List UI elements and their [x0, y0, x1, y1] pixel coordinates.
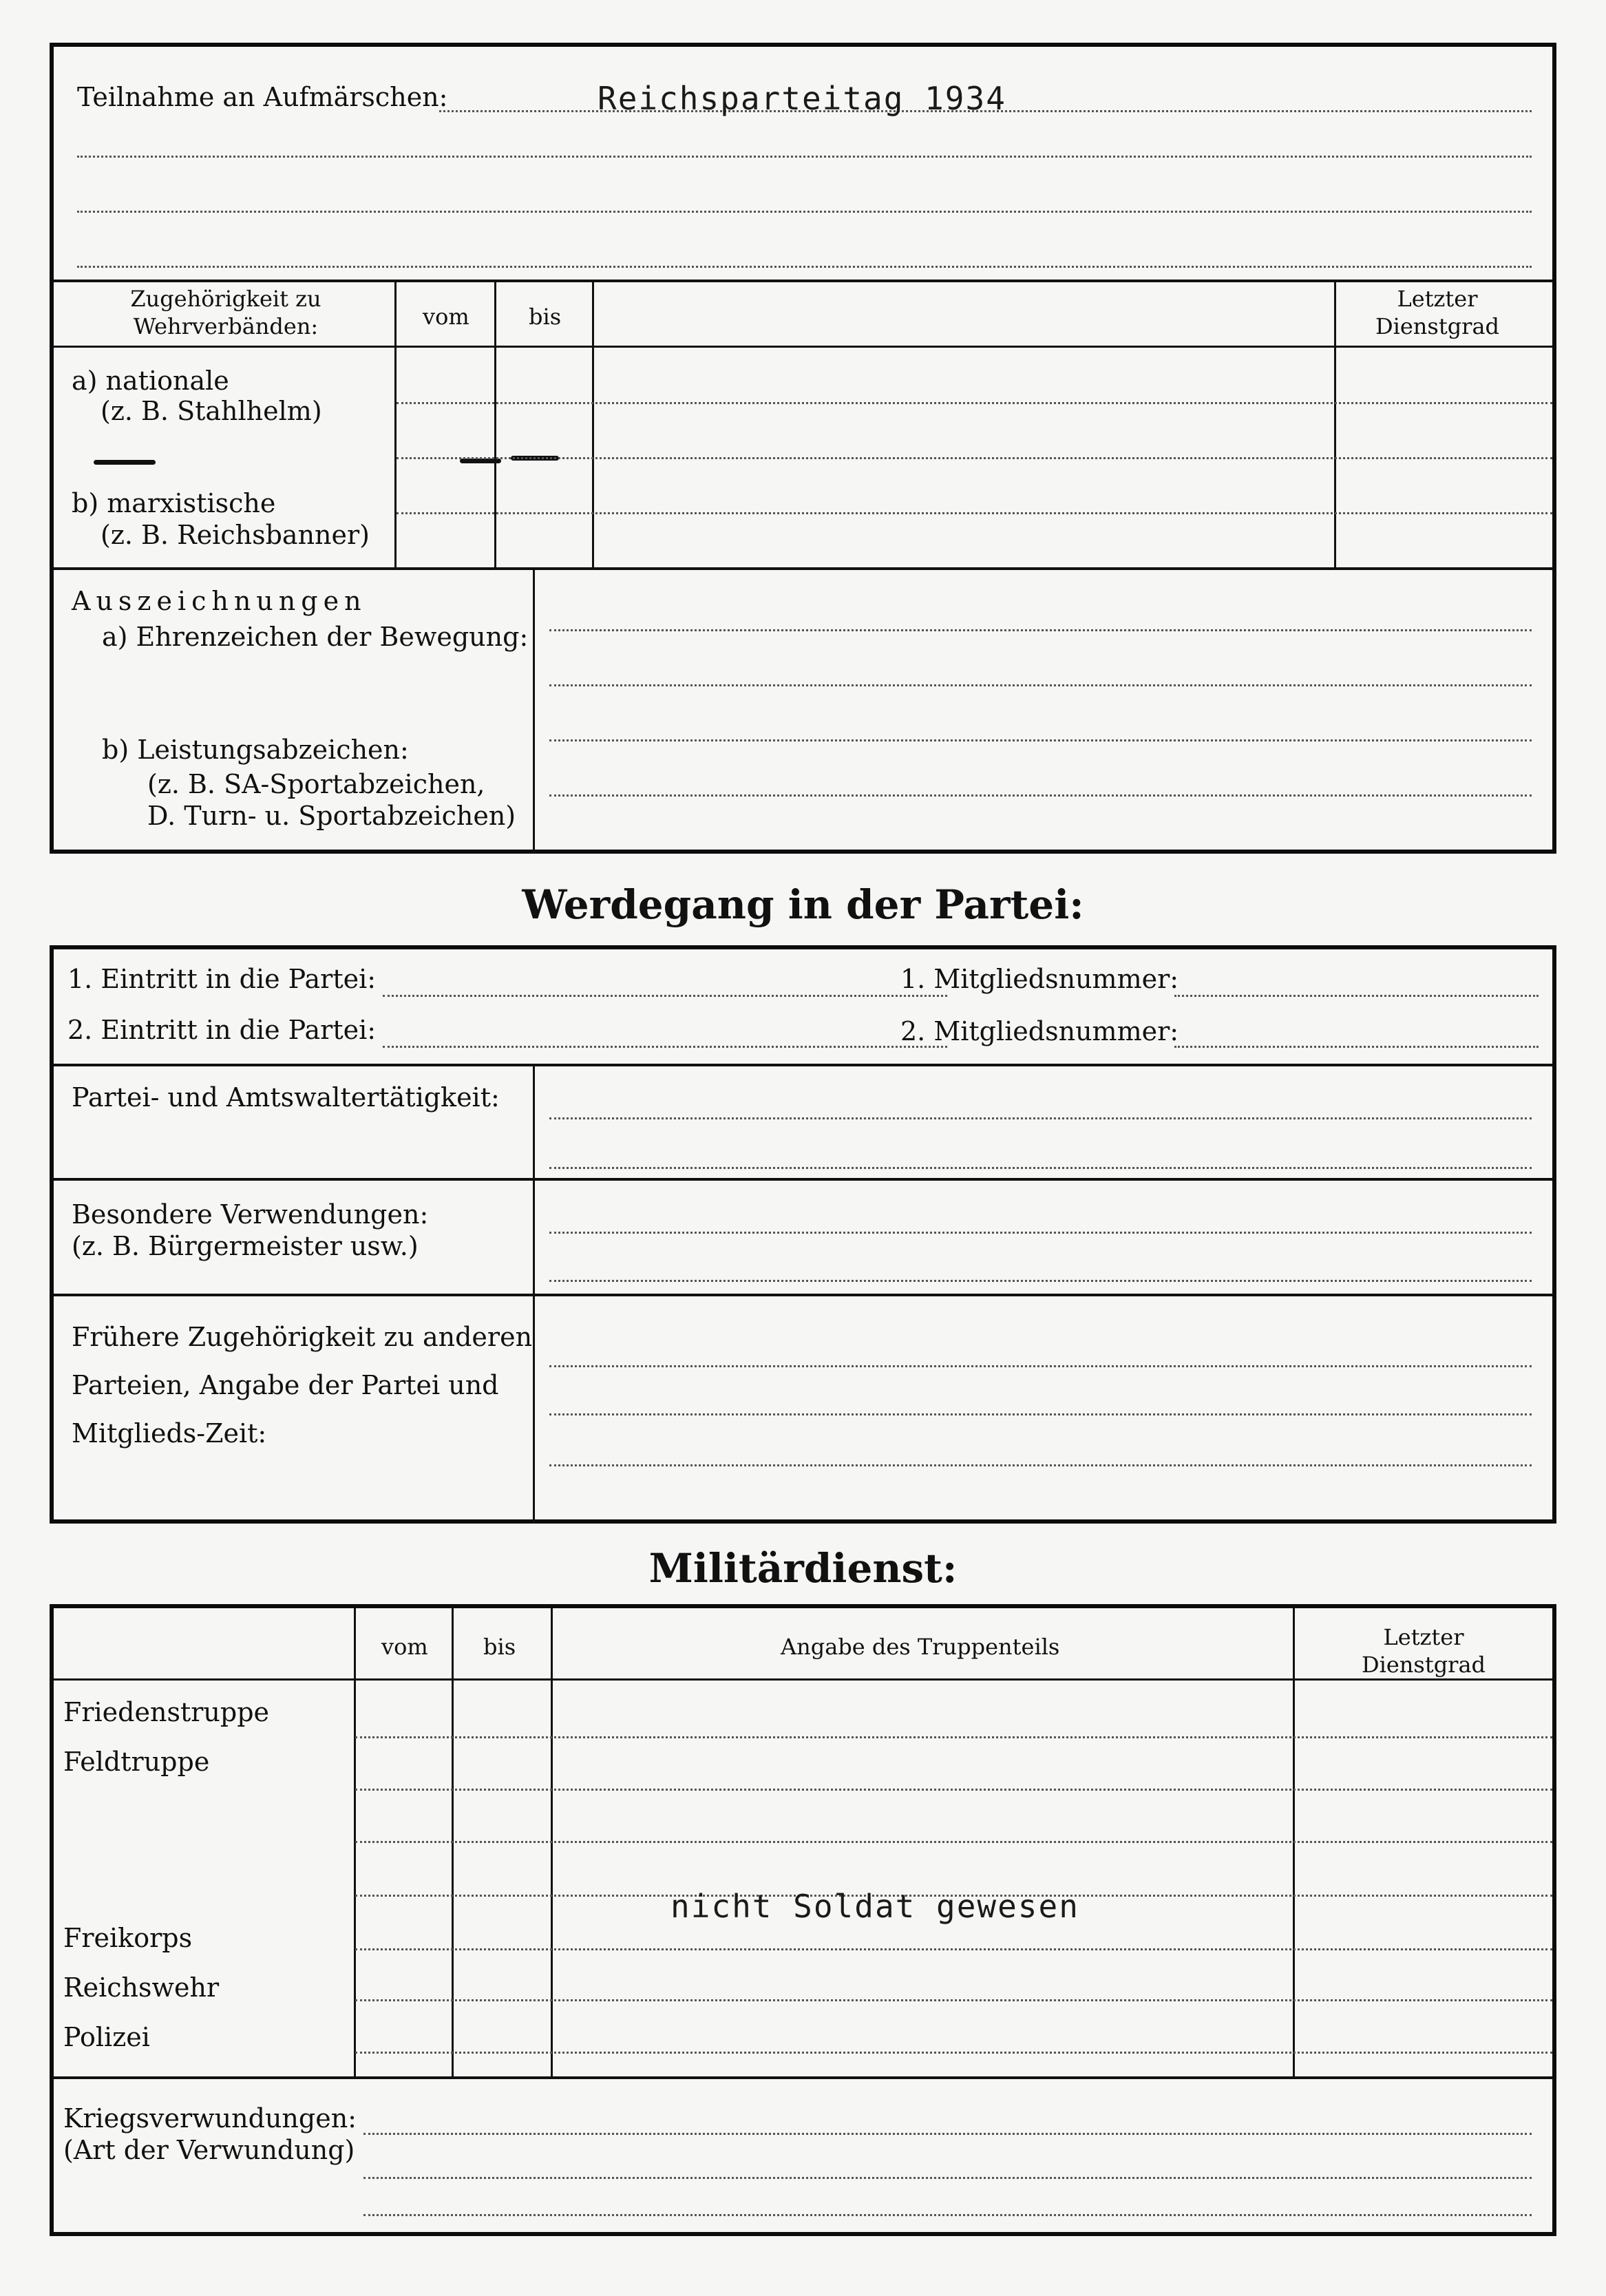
aufmaersche-value: Reichsparteitag 1934 [598, 80, 1006, 117]
eintritt-2-label: 2. Eintritt in die Partei: [67, 1015, 377, 1045]
militaer-row-polizei: Polizei [63, 2022, 150, 2052]
militaer-note: nicht Soldat gewesen [670, 1888, 1079, 1925]
amtswalter-label: Partei- und Amtswaltertätigkeit: [72, 1082, 500, 1113]
wehr-vline-2 [494, 280, 496, 567]
wehr-row-a: a) nationale [72, 366, 229, 396]
wehr-line-1 [397, 402, 1552, 404]
divider-wehr-header [54, 346, 1552, 348]
frueher-dots-2 [549, 1413, 1532, 1415]
auszeichnungen-a: a) Ehrenzeichen der Bewegung: [102, 622, 529, 652]
verwendungen-line-2 [549, 1280, 1532, 1282]
section-aufmaersche-box [50, 43, 1556, 854]
divider-amtswalter-top [54, 1064, 1552, 1066]
wehr-row-a-example: (z. B. Stahlhelm) [101, 396, 322, 426]
militaer-row-reichswehr: Reichswehr [63, 1972, 220, 2003]
mitglied-2-line [1174, 1046, 1539, 1048]
mitglied-1-label: 1. Mitgliedsnummer: [900, 964, 1179, 994]
wehr-row-b-example: (z. B. Reichsbanner) [101, 520, 370, 550]
auszeichnungen-line-2 [549, 684, 1532, 686]
wehr-header-label: Zugehörigkeit zu Wehrverbänden: [130, 286, 321, 339]
militaer-header-divider [54, 1678, 1552, 1681]
auszeichnungen-line-1 [549, 629, 1532, 631]
werdegang-heading: Werdegang in der Partei: [522, 881, 1084, 928]
aufmaersche-line-3 [77, 211, 1532, 213]
aufmaersche-line-4 [77, 266, 1532, 268]
kriegsverwundungen-line-1 [363, 2133, 1532, 2135]
eintritt-2-line [383, 1046, 947, 1048]
auszeichnungen-b-ex1: (z. B. SA-Sportabzeichen, [147, 769, 485, 799]
auszeichnungen-line-4 [549, 794, 1532, 797]
kriegsverwundungen-line-3 [363, 2214, 1532, 2216]
auszeichnungen-b-ex2: D. Turn- u. Sportabzeichen) [147, 801, 516, 831]
auszeichnungen-b: b) Leistungsabzeichen: [102, 735, 409, 765]
militaer-col-bis: bis [483, 1634, 516, 1660]
frueher-dots-1 [549, 1365, 1532, 1367]
divider-frueher-top [54, 1294, 1552, 1296]
aufmaersche-line-2 [77, 156, 1532, 158]
wehr-col-dienstgrad: Letzter Dienstgrad [1375, 286, 1500, 339]
verwendungen-label: Besondere Verwendungen: [72, 1199, 429, 1230]
divider-wehr-top [54, 280, 1552, 282]
militaer-heading: Militärdienst: [648, 1545, 958, 1592]
eintritt-1-line [383, 995, 947, 997]
wehr-vline-1 [394, 280, 397, 567]
divider-verwendungen-top [54, 1178, 1552, 1181]
militaer-row-freikorps: Freikorps [63, 1923, 193, 1953]
wehr-vline-3 [592, 280, 594, 567]
wehr-vline-4 [1334, 280, 1336, 567]
wehr-dash-vom [460, 459, 501, 463]
militaer-line-6 [355, 1999, 1552, 2001]
militaer-col-truppenteil: Angabe des Truppenteils [781, 1634, 1060, 1660]
wehr-dash-left [94, 460, 156, 465]
militaer-line-7 [355, 2052, 1552, 2054]
divider-auszeichnungen-top [54, 567, 1552, 570]
wehr-col-bis: bis [529, 304, 562, 330]
militaer-line-5 [355, 1948, 1552, 1950]
mitglied-1-line [1174, 995, 1539, 997]
amtswalter-line-2 [549, 1167, 1532, 1169]
kriegsverwundungen-line-2 [363, 2177, 1532, 2179]
kriegsverwundungen-label: Kriegsverwundungen: [63, 2103, 357, 2134]
frueher-line2: Parteien, Angabe der Partei und [72, 1370, 499, 1400]
divider-kriegsverwundungen-top [54, 2076, 1552, 2079]
wehr-line-2 [397, 457, 1552, 459]
auszeichnungen-title: Auszeichnungen [72, 586, 367, 616]
frueher-line3: Mitglieds-Zeit: [72, 1418, 267, 1449]
auszeichnungen-vline [533, 567, 535, 854]
militaer-row-feldtruppe: Feldtruppe [63, 1747, 210, 1777]
militaer-line-3 [355, 1841, 1552, 1843]
verwendungen-example: (z. B. Bürgermeister usw.) [72, 1231, 419, 1261]
aufmaersche-label: Teilnahme an Aufmärschen: [77, 82, 448, 112]
wehr-col-vom: vom [423, 304, 469, 330]
kriegsverwundungen-example: (Art der Verwundung) [63, 2135, 355, 2165]
frueher-dots-3 [549, 1464, 1532, 1466]
section-militaer-box [50, 1604, 1556, 2236]
eintritt-1-label: 1. Eintritt in die Partei: [67, 964, 377, 994]
wehr-row-b: b) marxistische [72, 488, 276, 518]
militaer-col-vom: vom [381, 1634, 428, 1660]
militaer-row-friedenstruppe: Friedenstruppe [63, 1697, 270, 1727]
amtswalter-line-1 [549, 1117, 1532, 1119]
section-werdegang-box [50, 945, 1556, 1524]
militaer-line-2 [355, 1789, 1552, 1791]
verwendungen-line-1 [549, 1232, 1532, 1234]
mitglied-2-label: 2. Mitgliedsnummer: [900, 1016, 1179, 1046]
wehr-line-3 [397, 512, 1552, 514]
militaer-col-dienstgrad: Letzter Dienstgrad [1361, 1624, 1486, 1678]
frueher-line1: Frühere Zugehörigkeit zu anderen [72, 1322, 533, 1352]
militaer-line-1 [355, 1736, 1552, 1738]
auszeichnungen-line-3 [549, 739, 1532, 741]
